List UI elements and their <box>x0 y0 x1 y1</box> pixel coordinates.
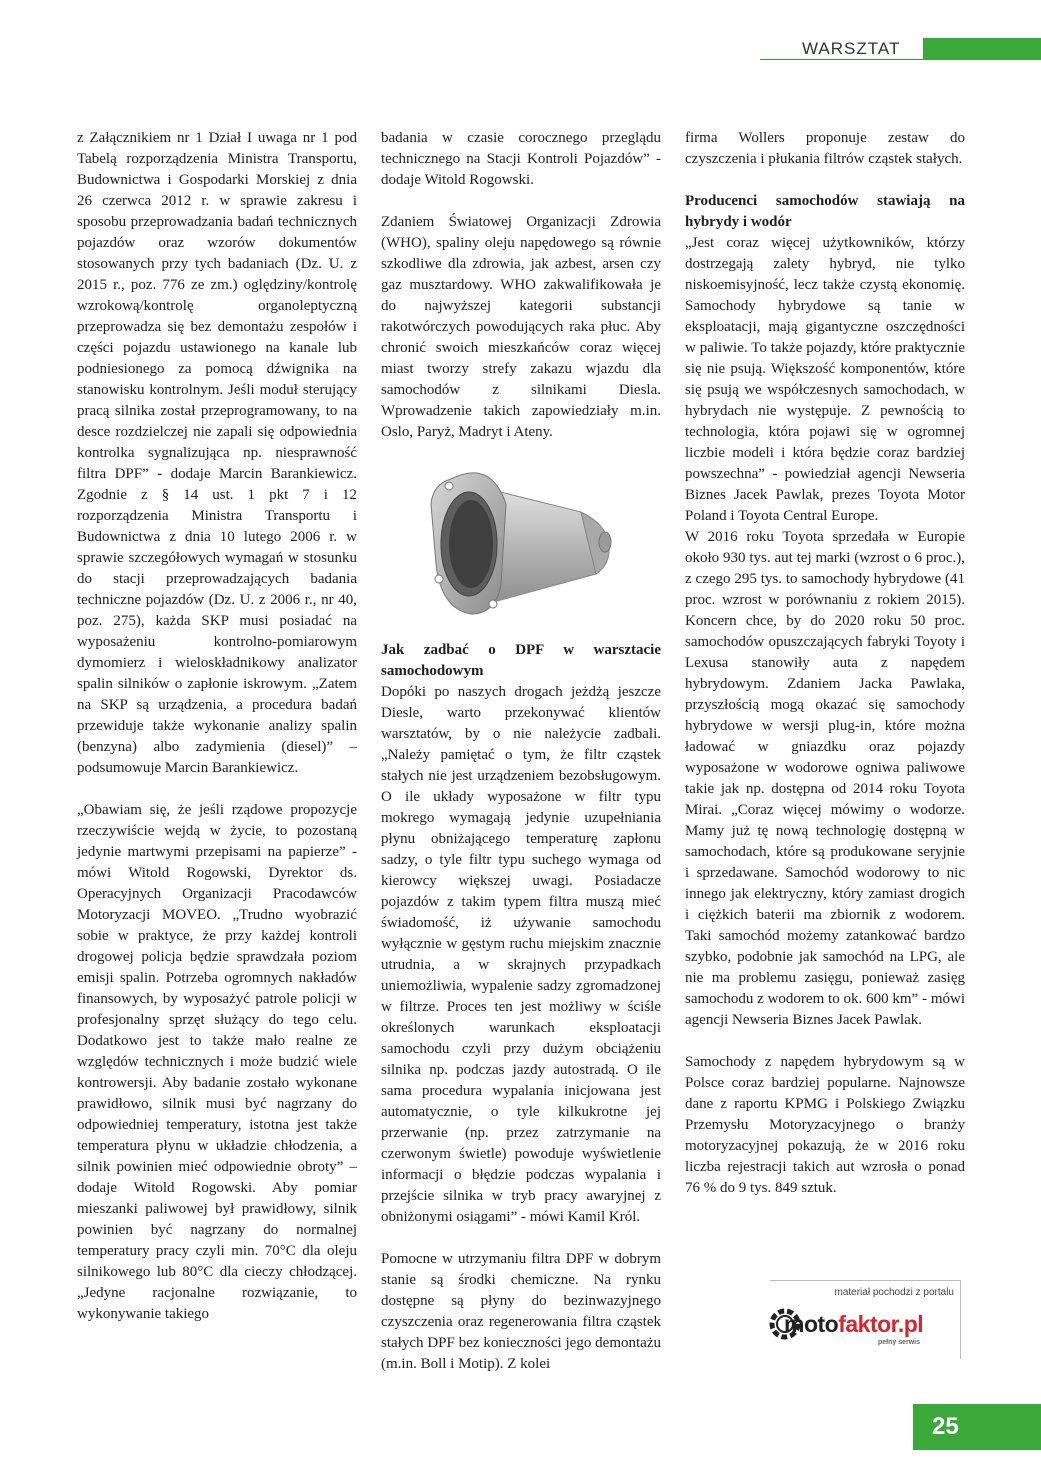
portal-logo-accent: faktor.pl <box>838 1311 924 1337</box>
paragraph: Dopóki po naszych drogach jeżdżą jeszcze Diesle, warto przekonywać klientów warsztatów, by o nie należycie zadbali. „Należy pamiętać o tym, że filtr cząstek stałych nie jest urządzeniem bezobsługowym. O ile układy wyposażone w filtr typu mokrego wymagają jedynie uzupełniania płynu obniżającego temperaturę zapłonu sadzy, o tyle filtr typu suchego wymaga od kierowcy większej uwagi. Posiadacze pojazdów z takim typem filtra muszą mieć świadomość, iż używanie samochodu wyłącznie w gęstym ruchu miejskim znacznie utrudnia, a w skrajnych przypadkach uniemożliwia, wypalenie sadzy zgromadzonej w filtrze. Proces ten jest możliwy w ściśle określonych warunkach eksploatacji samochodu czyli przy dużym obciążeniu silnika np. podczas jazdy autostradą. O ile sama procedura wypalania inicjowana jest automatycznie, o tyle kilkukrotne jej przerwanie (np. przez zatrzymanie na czerwonym świetle) powoduje wyświetlenie informacji o błędzie podczas wypalania i przejście silnika w tryb pracy awaryjnej z obniżonymi osiągami” - mówi Kamil Król. <box>381 684 661 1225</box>
paragraph: Zdaniem Światowej Organizacji Zdrowia (WHO), spaliny oleju napędowego są równie szkodliwe dla zdrowia, jak azbest, arsen czy gaz musztardowy. WHO zakwalifikowała je do najwyższej kategorii substancji rakotwórczych powodujących raka płuc. Aby chronić swoich mieszkańców coraz więcej miast tworzy strefy zakazu wjazdu dla samochodów z silnikami Diesla. Wprowadzenie takich zapowiedziały m.in. Oslo, Paryż, Madryt i Ateny. <box>381 214 661 440</box>
paragraph: „Jest coraz więcej użytkowników, którzy dostrzegają zalety hybryd, nie tylko niskoemisyjność, lecz także czystą ekonomię. Samochody hybrydowe są tanie w eksploatacji, mają gigantyczne oszczędności w paliwie. To także pojazdy, które praktycznie się nie psują. Większość komponentów, które się psują we współczesnych samochodach, w hybrydach nie występuje. Z pewnością to technologia, która pojawi się w ogromnej liczbie modeli i która będzie coraz bardziej powszechna” - powiedział agencji Newseria Biznes Jacek Pawlak, prezes Toyota Motor Poland i Toyota Central Europe. <box>685 235 965 524</box>
dpf-filter-illustration <box>381 464 661 619</box>
section-heading: Jak zadbać o DPF w warsztacie samochodowym <box>381 642 661 679</box>
portal-logo-main: moto <box>784 1311 839 1337</box>
article-column-3 <box>685 128 965 1199</box>
paragraph: badania w czasie corocznego przeglądu technicznego na Stacji Kontroli Pojazdów” - dodaje Witold Rogowski. <box>381 130 661 188</box>
paragraph: z Załącznikiem nr 1 Dział I uwaga nr 1 pod Tabelą rozporządzenia Ministra Transportu, Budownictwa i Gospodarki Morskiej z dnia 26 czerwca 2012 r. w sprawie zakresu i sposobu przeprowadzania badań technicznych pojazdów oraz wzorów dokumentów stosowanych przy tych badaniach (Dz. U. z 2015 r., poz. 776 ze zm.) oględziny/kontrolę wzrokową/kontrolę organoleptyczną przeprowadza się bez demontażu zespołów i części pojazdu ustawionego na kanale lub podniesionego za pomocą dźwignika na stanowisku kontrolnym. Jeśli moduł sterujący pracą silnika został przeprogramowany, to na desce rozdzielczej nie zapali się odpowiednia kontrolka sygnalizująca np. niesprawność filtra DPF” - dodaje Marcin Barankiewicz. Zgodnie z § 14 ust. 1 pkt 7 i 12 rozporządzenia Ministra Transportu i Budownictwa z dnia 10 lutego 2006 r. w sprawie szczegółowych wymagań w stosunku do stacji przeprowadzających badania techniczne pojazdów (Dz. U. z 2006 r., nr 40, poz. 275), każda SKP musi posiadać na wyposażeniu kontrolno-pomiarowym dymomierz i wieloskładnikowy analizator spalin silników o zapłonie iskrowym. „Zatem na SKP są urządzenia, a procedura badań przewiduje także wykonanie analizy spalin (benzyna) albo zadymienia (diesel)” – podsumowuje Marcin Barankiewicz. <box>77 130 357 776</box>
portal-source-box <box>770 1280 961 1359</box>
paragraph: Pomocne w utrzymaniu filtra DPF w dobrym stanie są środki chemiczne. Na rynku dostępne są płyny do bezinwazyjnego czyszczenia oraz regenerowania filtra cząstek stałych DPF bez konieczności jego demontażu (m.in. Boll i Motip). Z kolei <box>381 1251 661 1372</box>
portal-logo <box>784 1311 923 1338</box>
page-number: 25 <box>913 1404 1041 1450</box>
portal-caption: materiał pochodzi z portalu <box>834 1287 954 1298</box>
portal-logo-subtitle: pełny serwis <box>878 1339 921 1346</box>
section-heading: Producenci samochodów stawiają na hybrydy i wodór <box>685 193 965 230</box>
section-title: WARSZTAT <box>802 39 901 58</box>
section-header <box>760 38 1041 60</box>
paragraph: Samochody z napędem hybrydowym są w Polsce coraz bardziej popularne. Najnowsze dane z raportu KPMG i Polskiego Związku Przemysłu Motoryzacyjnego o branży motoryzacyjnej pokazują, że w 2016 roku liczba rejestracji takich aut wzrosła o ponad 76 % do 9 tys. 849 sztuk. <box>685 1054 965 1196</box>
article-column-2 <box>381 128 661 1375</box>
article-column-1 <box>77 128 357 1325</box>
paragraph: W 2016 roku Toyota sprzedała w Europie około 930 tys. aut tej marki (wzrost o 6 proc.), z czego 295 tys. to samochody hybrydowe (41 proc. wzrost w porównaniu z rokiem 2015). Koncern chce, by do 2020 roku 50 proc. samochodów opuszczających fabryki Toyoty i Lexusa stanowiły auta z napędem hybrydowym. Zdaniem Jacka Pawlaka, przyszłością mogą okazać się samochody hybrydowe w wersji plug-in, które można ładować w gniazdku oraz pojazdy wyposażone w wodorowe ogniwa paliwowe takie jak np. dostępna od 2014 roku Toyota Mirai. „Coraz więcej mówimy o wodorze. Mamy już tę nową technologię dostępną w samochodach, które są produkowane seryjnie i sprzedawane. Samochód wodorowy to nic innego jak elektryczny, który zamiast drogich i ciężkich baterii ma zbiornik z wodorem. Taki samochód możemy zatankować bardzo szybko, podobnie jak samochód na LPG, ale nie ma problemu zasięgu, ponieważ zasięg samochodu z wodorem to ok. 600 km” - mówi agencji Newseria Biznes Jacek Pawlak. <box>685 529 965 1028</box>
dpf-filter-photo <box>381 464 661 619</box>
paragraph: „Obawiam się, że jeśli rządowe propozycje rzeczywiście wejdą w życie, to pozostaną jedynie martwymi przepisami na papierze” - mówi Witold Rogowski, Dyrektor ds. Operacyjnych Organizacji Pracodawców Motoryzacji MOVEO. „Trudno wyobrazić sobie w praktyce, że przy każdej kontroli drogowej policja będzie sprawdzała poziom emisji spalin. Potrzeba ogromnych nakładów finansowych, by wyposażyć patrole policji w profesjonalny sprzęt służący do tego celu. Dodatkowo jest to także mało realne ze względów technicznych i może budzić wiele kontrowersji. Aby badanie zostało wykonane prawidłowo, silnik musi być nagrzany do odpowiedniej temperatury, istotna jest także temperatura płynu w układzie chłodzenia, a silnik powinien mieć odpowiednie obroty” – dodaje Witold Rogowski. Aby pomiar mieszanki paliwowej był prawidłowy, silnik powinien być nagrzany do normalnej temperatury pracy czyli min. 70°C dla oleju silnikowego lub 80°C dla cieczy chłodzącej. „Jedyne racjonalne rozwiązanie, to wykonywanie takiego <box>77 802 357 1322</box>
paragraph: firma Wollers proponuje zestaw do czyszczenia i płukania filtrów cząstek stałych. <box>685 130 965 167</box>
section-accent-block <box>923 38 1041 60</box>
